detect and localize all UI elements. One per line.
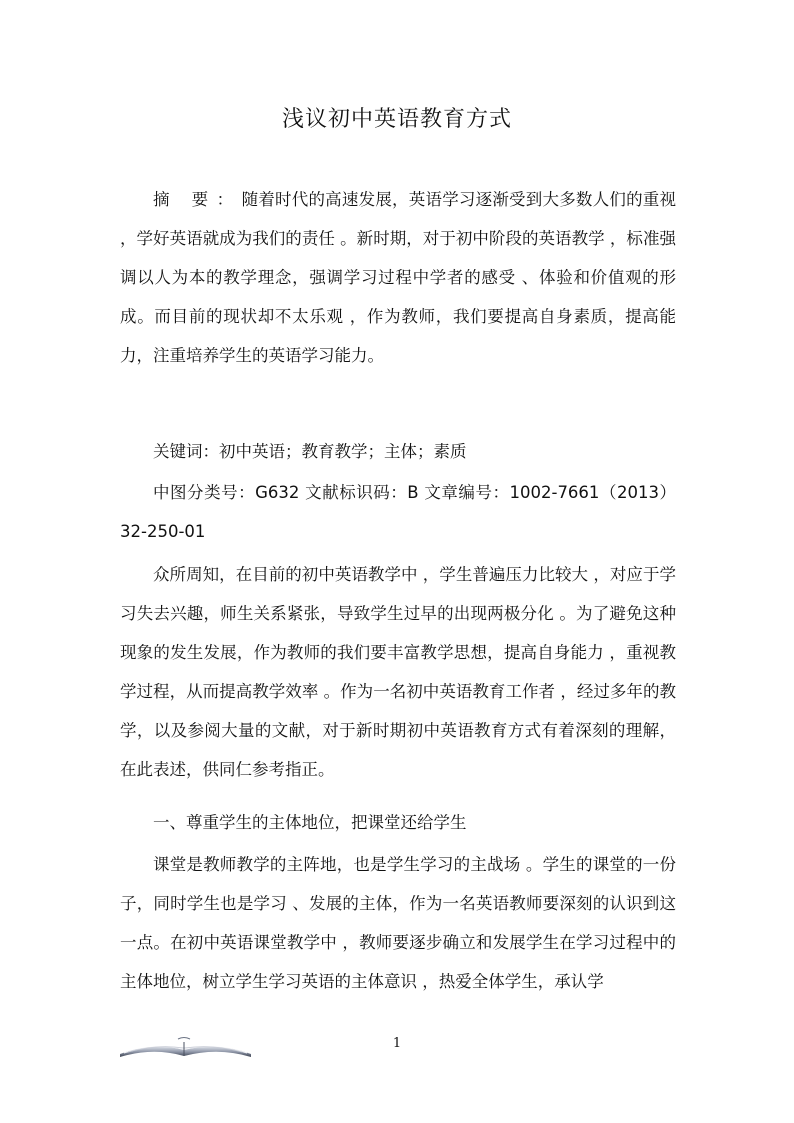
classification-line: 中图分类号：G632 文献标识码：B 文章编号：1002-7661（2013）32-250-01 [120, 483, 676, 541]
abstract-paragraph [120, 180, 676, 375]
abstract-label: 摘 要： [153, 190, 242, 209]
open-book-icon [118, 1034, 253, 1060]
section-heading: 一、尊重学生的主体地位，把课堂还给学生 [153, 813, 467, 832]
page-number: 1 [392, 1036, 402, 1051]
body-paragraph-section-1: 课堂是教师教学的主阵地，也是学生学习的主战场 。学生的课堂的一份子，同时学生也是学习 、发展的主体，作为一名英语教师要深刻的认识到这一点。在初中英语课堂教学中 ，教师要逐步确立和发展学生在学习过程中的主体地位，树立学生学习英语的主体意识 ，热爱全体学生，承认学 [120, 855, 676, 991]
body-paragraph-intro: 众所周知，在目前的初中英语教学中 ，学生普遍压力比较大 ，对应于学习失去兴趣，师生关系紧张，导致学生过早的出现两极分化 。为了避免这种现象的发生发展，作为教师的我们要丰富教学思想，提高自身能力 ，重视教学过程，从而提高教学效率 。作为一名初中英语教育工作者 ，经过多年的教学，以及参阅大量的文献，对于新时期初中英语教育方式有着深刻的理解，在此表述，供同仁参考指正。 [120, 565, 676, 779]
document-title: 浅议初中英语教育方式 [281, 107, 512, 132]
abstract-text: 随着时代的高速发展，英语学习逐渐受到大多数人们的重视 ，学好英语就成为我们的责任 。新时期，对于初中阶段的英语教学 ，标准强调以人为本的教学理念，强调学习过程中学者的感受 、体验和价值观的形成。而目前的现状却不太乐观 ，作为教师，我们要提高自身素质，提高能力，注重培养学生的英语学习能力。 [120, 190, 676, 365]
keywords-line: 关键词：初中英语；教育教学；主体；素质 [153, 442, 467, 461]
